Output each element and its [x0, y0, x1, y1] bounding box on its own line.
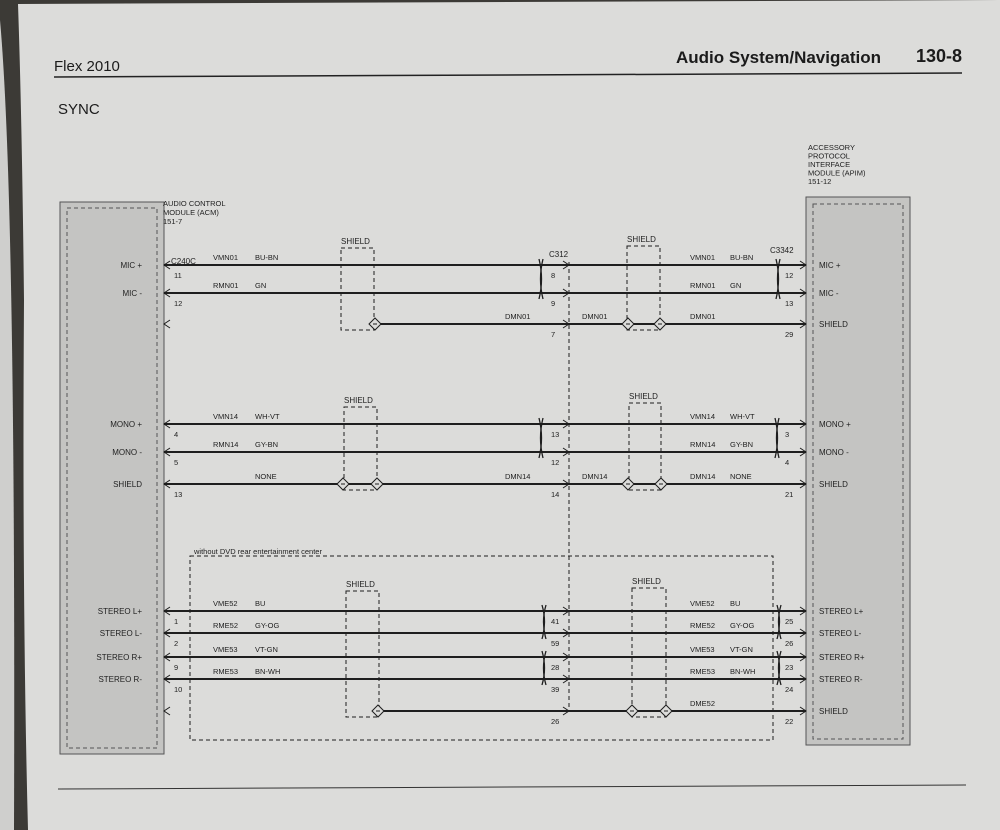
wire-color-left: GN: [255, 281, 267, 290]
wire-circuit-right: RME52: [690, 621, 716, 630]
wire-circuit-mid: DMN01: [582, 312, 608, 321]
diagram-title: SYNC: [58, 101, 100, 118]
wire-circuit-left: VMN14: [213, 412, 239, 421]
apim-pin-number: 22: [785, 717, 794, 726]
wire-color-right: BN-WH: [730, 667, 756, 676]
acm-pin-number: 4: [174, 430, 179, 439]
acm-pin-name: STEREO L+: [97, 607, 142, 616]
acm-module-box: [60, 202, 164, 754]
apim-pin-name: MONO -: [819, 448, 849, 457]
wire-color-right: GY-BN: [730, 440, 754, 449]
apim-pin-name: STEREO R-: [819, 675, 863, 684]
dvd-option-note: without DVD rear entertainment center: [194, 547, 322, 556]
wire-color-right: BU-BN: [730, 253, 754, 262]
inline-pin-number: 59: [551, 639, 560, 648]
apim-module-label-3: MODULE (APIM): [808, 168, 866, 178]
shield-label: SHIELD: [632, 577, 661, 586]
wire-circuit-right: RMN01: [690, 281, 716, 290]
apim-pin-number: 12: [785, 271, 794, 280]
wire-circuit-mid: DMN14: [582, 472, 608, 481]
acm-connector-label: C240C: [171, 257, 196, 266]
apim-pin-name: SHIELD: [819, 480, 848, 489]
wire-color-left: BN-WH: [255, 667, 281, 676]
inline-pin-number: 7: [551, 330, 556, 339]
inline-pin-number: 14: [551, 490, 560, 499]
wire-circuit-left: VME53: [213, 645, 238, 654]
wire-color-right: GN: [730, 281, 742, 290]
apim-module-label-2: INTERFACE: [808, 160, 851, 169]
inline-pin-number: 9: [551, 299, 556, 308]
acm-module-label-2: 151-7: [163, 217, 183, 226]
wire-color-right: VT-GN: [730, 645, 753, 654]
acm-pin-name: MONO +: [110, 420, 142, 429]
wire-color-right: WH-VT: [730, 412, 755, 421]
wire-circuit-right: DME52: [690, 699, 716, 708]
wire-color-right: NONE: [730, 472, 752, 481]
wire-color-left: GY-BN: [255, 440, 279, 449]
wire-circuit-right: RMN14: [690, 440, 716, 449]
apim-pin-number: 13: [785, 299, 794, 308]
apim-pin-number: 23: [785, 663, 794, 672]
wire-color-left: VT-GN: [255, 645, 278, 654]
wire-circuit-right: DMN01: [690, 312, 716, 321]
apim-pin-number: 24: [785, 685, 794, 694]
section-title: Audio System/Navigation: [676, 48, 881, 67]
acm-module-label-0: AUDIO CONTROL: [163, 199, 226, 208]
wire-circuit-left: VME52: [213, 599, 238, 608]
wire-circuit-right: VMN14: [690, 412, 716, 421]
acm-pin-number: 9: [174, 663, 179, 672]
acm-pin-name: STEREO L-: [99, 629, 142, 638]
apim-pin-name: SHIELD: [819, 320, 848, 329]
apim-pin-number: 25: [785, 617, 794, 626]
acm-pin-name: STEREO R-: [98, 675, 142, 684]
inline-pin-number: 28: [551, 663, 560, 672]
inline-pin-number: 8: [551, 271, 556, 280]
apim-pin-number: 29: [785, 330, 794, 339]
left-page-edge: [0, 20, 14, 830]
wire-color-left: BU: [255, 599, 266, 608]
apim-pin-name: SHIELD: [819, 707, 848, 716]
acm-pin-number: 11: [174, 271, 182, 280]
inline-pin-number: 41: [551, 617, 560, 626]
apim-pin-number: 4: [785, 458, 790, 467]
apim-pin-name: MIC +: [819, 261, 841, 270]
apim-module-label-0: ACCESSORY: [808, 143, 855, 152]
inline-pin-number: 12: [551, 458, 560, 467]
wire-circuit-right: VME53: [690, 645, 715, 654]
shield-label: SHIELD: [344, 396, 373, 405]
apim-pin-number: 3: [785, 430, 790, 439]
apim-module-box: [806, 197, 910, 745]
wire-circuit-left: DMN01: [505, 312, 531, 321]
apim-connector-label: C3342: [770, 246, 794, 255]
wire-circuit-left: RMN01: [213, 281, 239, 290]
apim-pin-name: MONO +: [819, 420, 851, 429]
wire-circuit-left: VMN01: [213, 253, 239, 262]
acm-pin-number: 10: [174, 685, 183, 694]
inline-pin-number: 13: [551, 430, 560, 439]
wire-circuit-right: VME52: [690, 599, 715, 608]
acm-module-label-1: MODULE (ACM): [163, 208, 219, 217]
shield-label: SHIELD: [341, 237, 370, 246]
wire-circuit-right: RME53: [690, 667, 716, 676]
inline-connector-label: C312: [549, 250, 569, 259]
wire-color-right: BU: [730, 599, 741, 608]
inline-pin-number: 39: [551, 685, 560, 694]
wire-color-left: BU-BN: [255, 253, 279, 262]
wire-circuit-right: VMN01: [690, 253, 716, 262]
shield-label: SHIELD: [627, 235, 656, 244]
apim-module-label-4: 151-12: [808, 177, 832, 186]
apim-pin-name: STEREO L+: [819, 607, 864, 616]
wire-color-right: GY-OG: [730, 621, 755, 630]
wire-color-left: GY-OG: [255, 621, 280, 630]
wire-circuit-left: RMN14: [213, 440, 239, 449]
wire-color-left: WH-VT: [255, 412, 280, 421]
acm-pin-number: 1: [174, 617, 179, 626]
acm-pin-number: 13: [174, 490, 183, 499]
apim-pin-name: STEREO L-: [819, 629, 862, 638]
acm-pin-number: 12: [174, 299, 183, 308]
wire-circuit-right: DMN14: [690, 472, 716, 481]
apim-pin-name: MIC -: [819, 289, 839, 298]
acm-pin-number: 2: [174, 639, 179, 648]
acm-pin-name: MIC -: [122, 289, 142, 298]
wire-color-left: NONE: [255, 472, 277, 481]
acm-pin-name: STEREO R+: [96, 653, 142, 662]
wire-circuit-left: DMN14: [505, 472, 531, 481]
wire-circuit-left: RME53: [213, 667, 239, 676]
wire-circuit-left: RME52: [213, 621, 239, 630]
shield-label: SHIELD: [346, 580, 375, 589]
apim-module-label-1: PROTOCOL: [808, 151, 850, 161]
apim-pin-number: 26: [785, 639, 794, 648]
apim-pin-number: 21: [785, 490, 794, 499]
vehicle-model: Flex 2010: [54, 58, 120, 75]
acm-pin-name: MIC +: [120, 261, 142, 270]
acm-pin-number: 5: [174, 458, 179, 467]
page-number: 130-8: [916, 46, 963, 66]
acm-pin-name: MONO -: [112, 448, 142, 457]
acm-pin-name: SHIELD: [113, 480, 142, 489]
shield-label: SHIELD: [629, 392, 658, 401]
apim-pin-name: STEREO R+: [819, 653, 865, 662]
inline-pin-number: 26: [551, 717, 560, 726]
